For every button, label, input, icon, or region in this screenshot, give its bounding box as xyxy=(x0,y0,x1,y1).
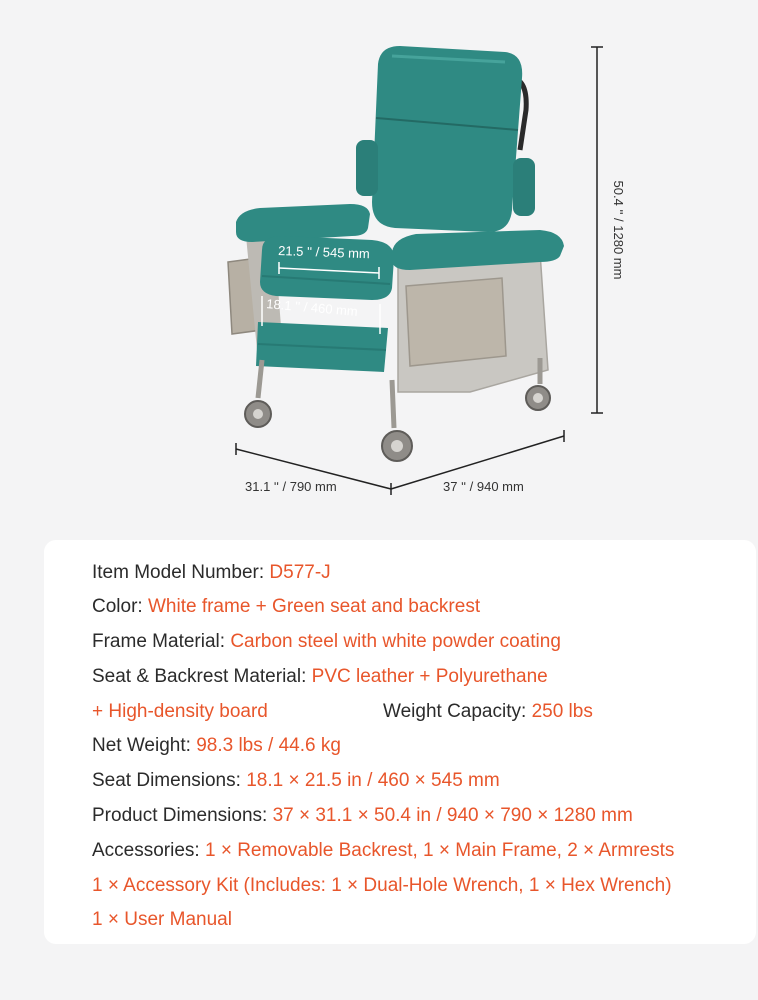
spec-accessories-cont-2: 1 × User Manual xyxy=(92,909,232,930)
spec-product-dimensions: Product Dimensions: 37 × 31.1 × 50.4 in / 940 × 790 × 1280 mm xyxy=(92,805,633,826)
spec-accessories: Accessories: 1 × Removable Backrest, 1 × Main Frame, 2 × Armrests xyxy=(92,840,675,861)
spec-color: Color: White frame + Green seat and backrest xyxy=(92,596,481,617)
spec-seat-backrest-material: Seat & Backrest Material: PVC leather + Polyurethane xyxy=(92,666,548,687)
height-dimension-label: 50.4 ʹʹ / 1280 mm xyxy=(611,180,626,280)
spec-accessories-cont-1: 1 × Accessory Kit (Includes: 1 × Dual-Hole Wrench, 1 × Hex Wrench) xyxy=(92,875,672,896)
spec-seat-dimensions: Seat Dimensions: 18.1 × 21.5 in / 460 × 545 mm xyxy=(92,770,500,791)
chair-backrest xyxy=(356,46,535,232)
seat-depth-label: 18.1 ʹʹ / 460 mm xyxy=(265,296,359,319)
width-dimension-label: 37 ʹʹ / 940 mm xyxy=(443,479,524,494)
spec-net-weight: Net Weight: 98.3 lbs / 44.6 kg xyxy=(92,735,341,756)
specifications-card xyxy=(44,540,756,944)
spec-weight-capacity: Weight Capacity: 250 lbs xyxy=(383,701,593,722)
seat-width-label: 21.5 ʹʹ / 545 mm xyxy=(277,243,371,262)
spec-seat-backrest-material-cont: + High-density board xyxy=(92,701,268,722)
height-dimension xyxy=(591,47,603,413)
depth-dimension-label: 31.1 ʹʹ / 790 mm xyxy=(245,479,337,494)
spec-frame-material: Frame Material: Carbon steel with white powder coating xyxy=(92,631,561,652)
spec-model-number: Item Model Number: D577-J xyxy=(92,562,331,583)
